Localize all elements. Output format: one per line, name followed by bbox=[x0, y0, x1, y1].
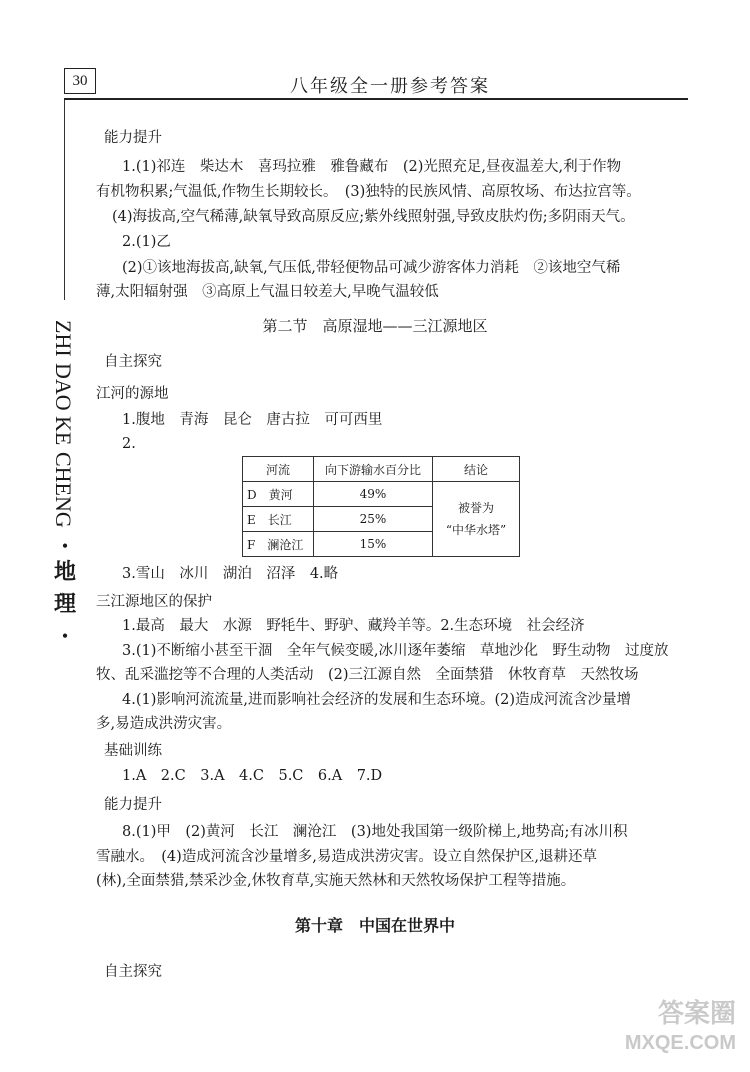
side-dot: • bbox=[61, 536, 69, 557]
table-cell: F 澜沧江 bbox=[243, 532, 314, 557]
side-banner bbox=[50, 320, 80, 649]
side-text: ZHI bbox=[51, 320, 76, 357]
watermark-line: 答案圈 bbox=[657, 998, 736, 1028]
table-cell: E 长江 bbox=[243, 507, 314, 532]
margin-rule bbox=[64, 100, 65, 300]
answer-line: 2.(1)乙 bbox=[122, 234, 171, 250]
header-title: 八年级全一册参考答案 bbox=[290, 76, 490, 97]
answer-line: 2. bbox=[122, 436, 136, 452]
answer-line: 牧、乱采滥挖等不合理的人类活动 (2)三江源自然 全面禁猎 休牧育草 天然牧场 bbox=[96, 667, 639, 683]
answer-line: (2)①该地海拔高,缺氧,气压低,带轻便物品可减少游客体力消耗 ②该地空气稀 bbox=[122, 260, 621, 276]
river-table bbox=[242, 456, 520, 557]
answer-line: (4)海拔高,空气稀薄,缺氧导致高原反应;紫外线照射强,导致皮肤灼伤;多阴雨天气。 bbox=[112, 209, 635, 225]
side-text: CHENG bbox=[51, 451, 76, 528]
table-header: 河流 bbox=[243, 457, 314, 482]
side-text: KE bbox=[51, 416, 76, 446]
answer-line: 1.A 2.C 3.A 4.C 5.C 6.A 7.D bbox=[122, 768, 383, 784]
answer-line: 有机物积累;气温低,作物生长期较长。 (3)独特的民族风情、高原牧场、布达拉宫等。 bbox=[96, 184, 641, 200]
table-cell: 25% bbox=[314, 507, 433, 532]
watermark-line: MXQE.COM bbox=[624, 1032, 736, 1054]
page-number: 30 bbox=[64, 68, 96, 94]
answer-line: 1.最高 最大 水源 野牦牛、野驴、藏羚羊等。2.生态环境 社会经济 bbox=[122, 618, 585, 634]
answer-line: 8.(1)甲 (2)黄河 长江 澜沧江 (3)地处我国第一级阶梯上,地势高;有冰川积 bbox=[122, 824, 628, 840]
table-conclusion bbox=[433, 482, 520, 557]
section-heading: 自主探究 bbox=[104, 964, 162, 980]
answer-line: (林),全面禁猎,禁采沙金,休牧育草,实施天然林和天然牧场保护工程等措施。 bbox=[96, 873, 576, 889]
conclusion-line: 被誉为 bbox=[457, 501, 494, 515]
section-heading: 自主探究 bbox=[104, 354, 162, 370]
side-text: 地 bbox=[53, 559, 76, 585]
answer-line: 多,易造成洪涝灾害。 bbox=[96, 716, 232, 732]
header-rule bbox=[64, 98, 688, 100]
table-cell: D 黄河 bbox=[243, 482, 314, 507]
section-title: 第二节 高原湿地——三江源地区 bbox=[262, 317, 488, 335]
table-row bbox=[243, 482, 520, 507]
section-heading: 能力提升 bbox=[104, 797, 162, 813]
answer-line: 3.(1)不断缩小甚至干涸 全年气候变暖,冰川逐年萎缩 草地沙化 野生动物 过度放 bbox=[122, 643, 669, 659]
table-header-row bbox=[243, 457, 520, 482]
section-heading: 能力提升 bbox=[104, 130, 162, 146]
chapter-title: 第十章 中国在世界中 bbox=[294, 916, 455, 935]
answer-line: 1.(1)祁连 柴达木 喜玛拉雅 雅鲁藏布 (2)光照充足,昼夜温差大,利于作物 bbox=[122, 159, 622, 175]
section-heading: 基础训练 bbox=[104, 743, 162, 759]
table-header: 结论 bbox=[433, 457, 520, 482]
side-text: 理 bbox=[53, 591, 76, 617]
table-cell: 15% bbox=[314, 532, 433, 557]
table-header: 向下游输水百分比 bbox=[314, 457, 433, 482]
answer-line: 薄,太阳辐射强 ③高原上气温日较差大,早晚气温较低 bbox=[96, 284, 439, 300]
answer-line: 雪融水。 (4)造成河流含沙量增多,易造成洪涝灾害。设立自然保护区,退耕还草 bbox=[96, 849, 598, 865]
table-cell: 49% bbox=[314, 482, 433, 507]
answer-line: 3.雪山 冰川 湖泊 沼泽 4.略 bbox=[122, 566, 339, 582]
subsection-heading: 江河的源地 bbox=[96, 386, 169, 402]
answer-line: 4.(1)影响河流流量,进而影响社会经济的发展和生态环境。(2)造成河流含沙量增 bbox=[122, 692, 632, 708]
side-text: DAO bbox=[51, 362, 76, 411]
conclusion-line: “中华水塔” bbox=[445, 523, 507, 537]
side-dot: • bbox=[61, 626, 69, 647]
subsection-heading: 三江源地区的保护 bbox=[96, 594, 212, 610]
watermark bbox=[625, 998, 736, 1058]
answer-line: 1.腹地 青海 昆仑 唐古拉 可可西里 bbox=[122, 412, 383, 428]
